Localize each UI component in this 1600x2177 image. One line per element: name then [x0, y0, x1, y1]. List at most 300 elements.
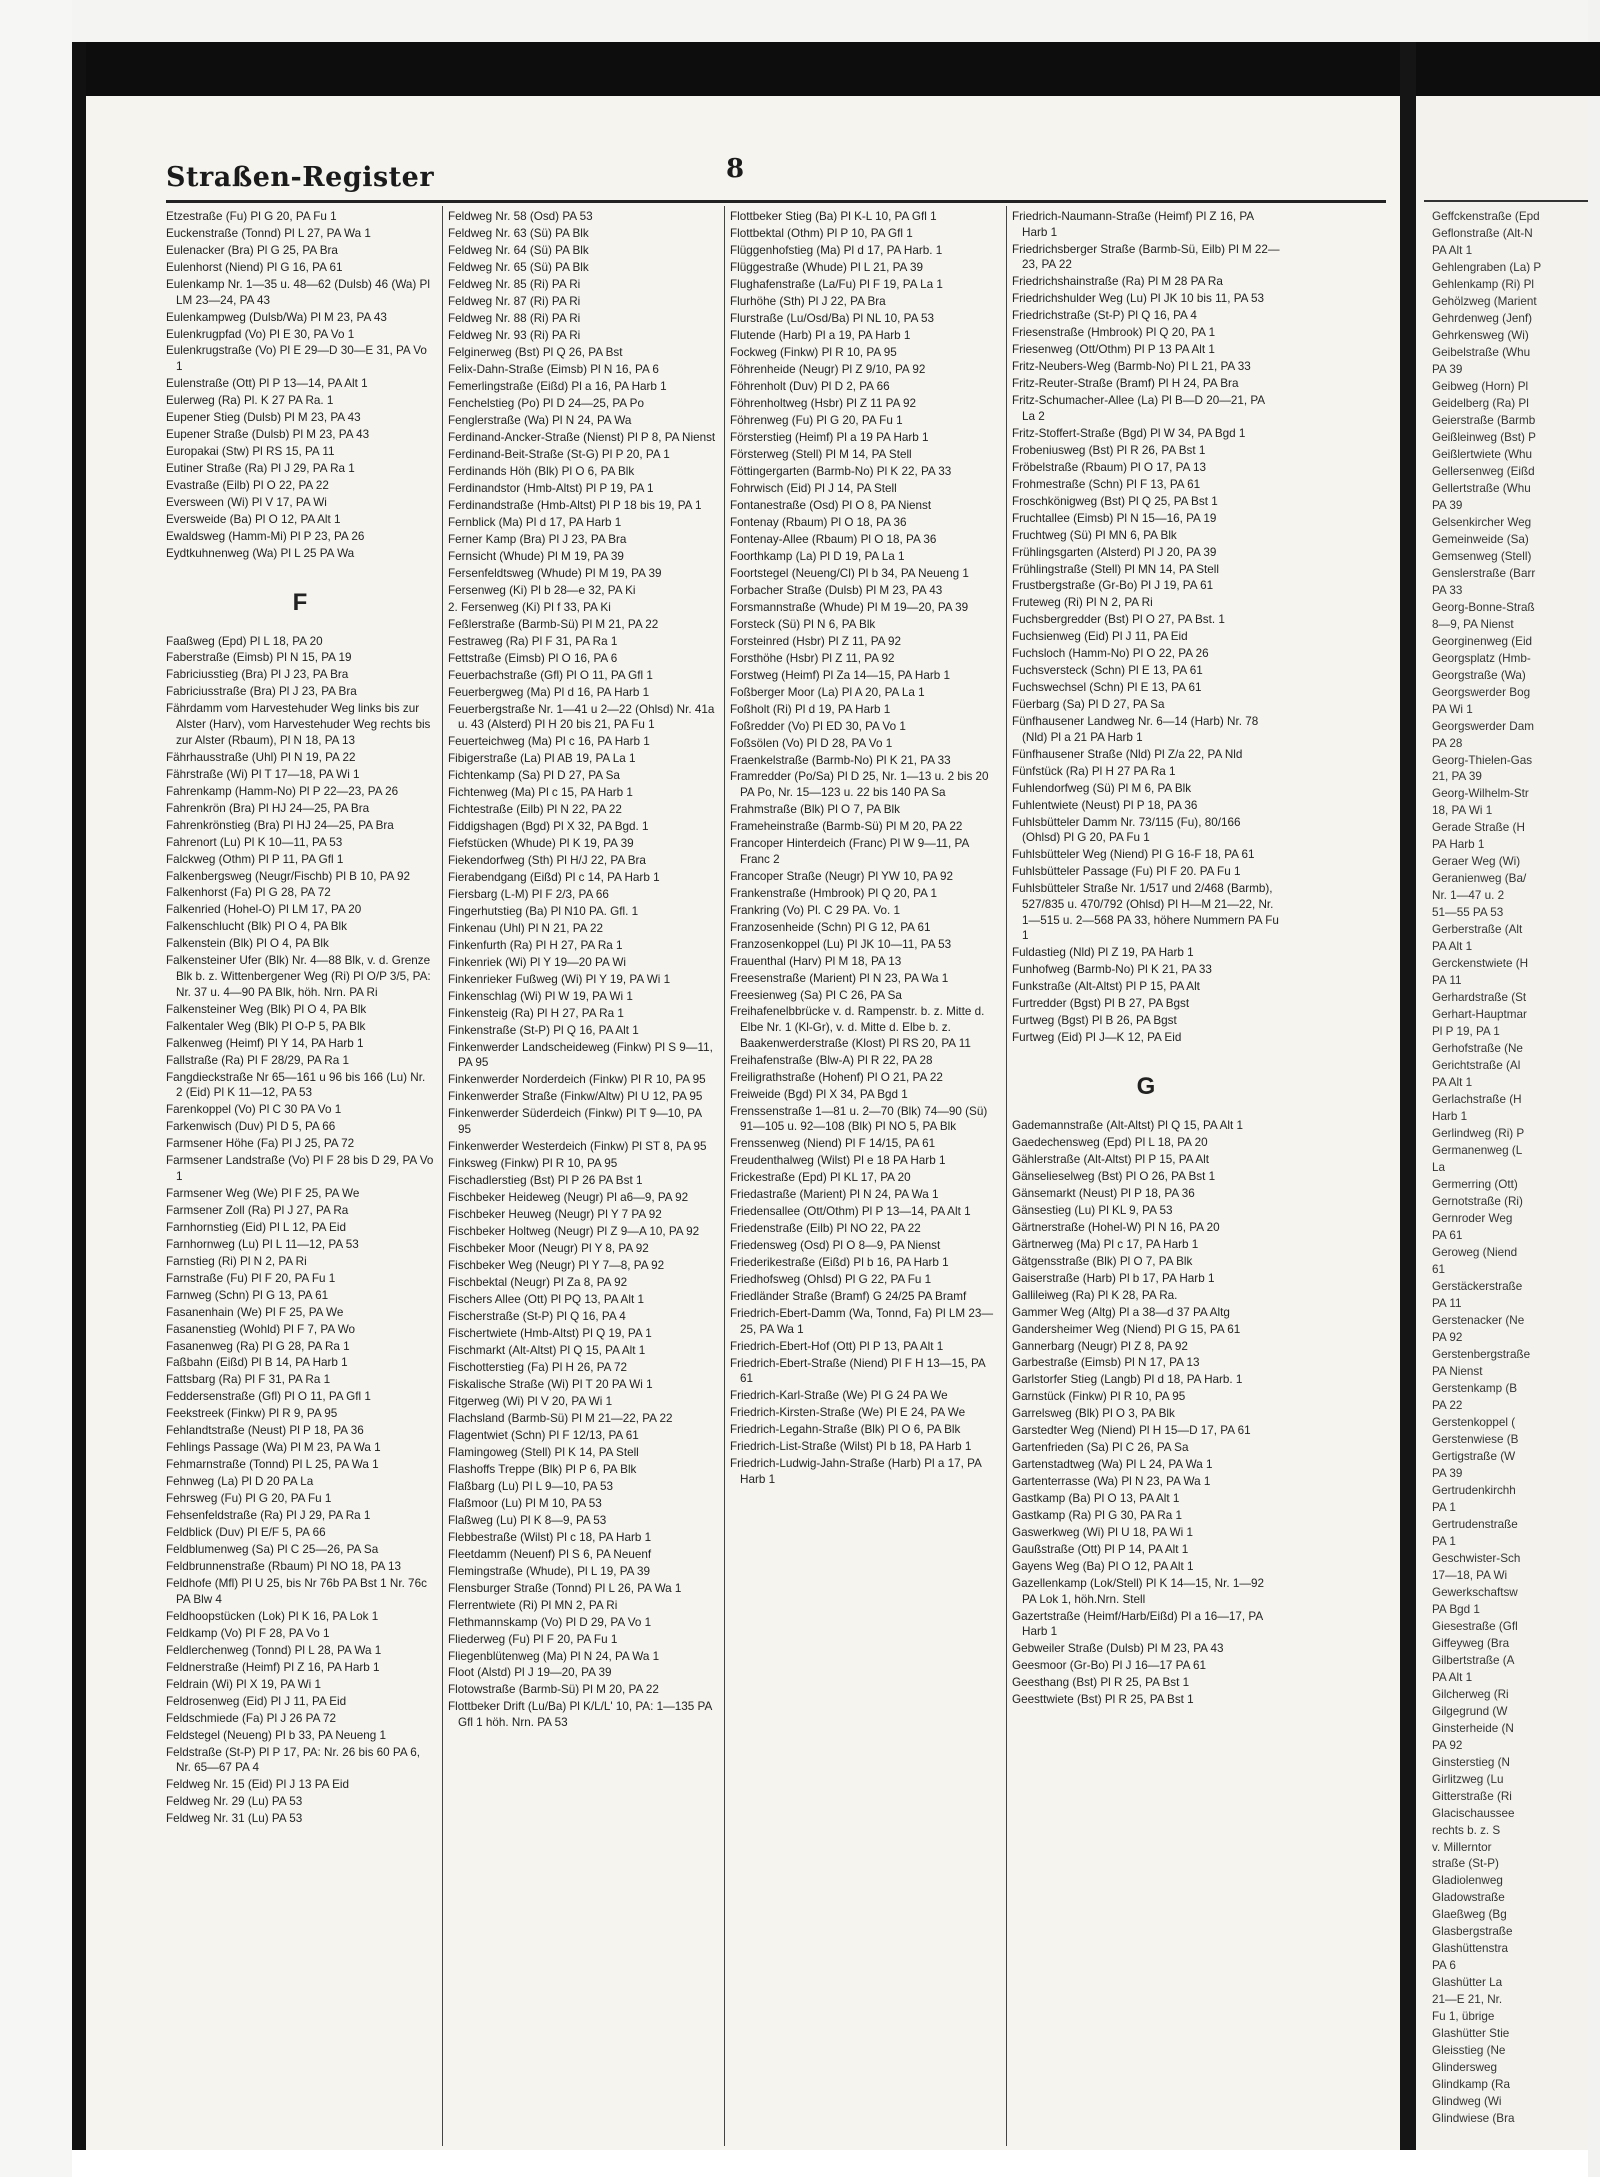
street-entry: Froschkönigweg (Bst) Pl Q 25, PA Bst 1: [1012, 494, 1218, 508]
street-entry: Fuchsloch (Hamm-No) Pl O 22, PA 26: [1012, 647, 1209, 661]
street-entry: Flashoffs Treppe (Blk) Pl P 6, PA Blk: [448, 1462, 637, 1476]
street-entry: Fraenkelstraße (Barmb-No) Pl K 21, PA 33: [730, 753, 951, 767]
section-letter: F: [292, 588, 308, 616]
street-entry: Eulenkampweg (Dulsb/Wa) Pl M 23, PA 43: [166, 310, 387, 324]
column-divider: [724, 206, 725, 2146]
street-entry: Flachsland (Barmb-Sü) Pl M 21—22, PA 22: [448, 1411, 673, 1425]
next-page-entry: Geibelstraße (Whu: [1432, 345, 1531, 359]
street-entry: Falkensteiner Weg (Blk) Pl O 4, PA Blk: [166, 1002, 367, 1016]
next-page-entry: Gellersenweg (Eißd: [1432, 464, 1535, 478]
street-entry: Gartenterrasse (Wa) Pl N 23, PA Wa 1: [1012, 1475, 1211, 1489]
street-entry: Fallstraße (Ra) Pl F 28/29, PA Ra 1: [166, 1053, 349, 1067]
street-entry: Finkenrieker Fußweg (Wi) Pl Y 19, PA Wi 1: [448, 972, 671, 986]
street-entry: Fischerstraße (St-P) Pl Q 16, PA 4: [448, 1309, 626, 1323]
street-entry: Fibigerstraße (La) Pl AB 19, PA La 1: [448, 752, 636, 766]
street-entry: Gänsemarkt (Neust) Pl P 18, PA 36: [1012, 1186, 1195, 1200]
page-gutter: [72, 42, 86, 2150]
street-entry: Friedensweg (Osd) Pl O 8—9, PA Nienst: [730, 1239, 941, 1253]
next-page-entry: 51—55 PA 53: [1432, 906, 1504, 920]
next-page-entry: Nr. 1—47 u. 2: [1432, 889, 1505, 903]
street-entry: Foorthkamp (La) Pl D 19, PA La 1: [730, 549, 905, 563]
street-entry: Feldnerstraße (Heimf) Pl Z 16, PA Harb 1: [166, 1660, 380, 1674]
next-page-entry: Geranienweg (Ba/: [1432, 872, 1527, 886]
street-entry: Feldweg Nr. 63 (Sü) PA Blk: [448, 226, 589, 240]
street-entry: Eulenkamp Nr. 1—35 u. 48—62 (Dulsb) 46 (Wa) Pl LM 23—24, PA 43: [166, 277, 430, 307]
street-entry: Fiefstücken (Whude) Pl K 19, PA 39: [448, 837, 634, 851]
street-entry: Flaßmoor (Lu) Pl M 10, PA 53: [448, 1496, 602, 1510]
street-entry: Festraweg (Ra) Pl F 31, PA Ra 1: [448, 634, 618, 648]
street-entry: Gademannstraße (Alt-Altst) Pl Q 15, PA Alt 1: [1012, 1118, 1244, 1132]
street-entry: Franzosenkoppel (Lu) Pl JK 10—11, PA 53: [730, 937, 952, 951]
street-entry: Friedrich-Ebert-Hof (Ott) Pl P 13, PA Alt 1: [730, 1339, 944, 1353]
street-entry: Fichtestraße (Eilb) Pl N 22, PA 22: [448, 803, 622, 817]
street-entry: Fenchelstieg (Po) Pl D 24—25, PA Po: [448, 396, 644, 410]
street-entry: Feuerbergweg (Ma) Pl d 16, PA Harb 1: [448, 685, 650, 699]
street-entry: Eulenkrugstraße (Vo) Pl E 29—D 30—E 31, PA Vo 1: [166, 344, 427, 374]
street-entry: Fischadlerstieg (Bst) Pl P 26 PA Bst 1: [448, 1173, 643, 1187]
street-entry: Garstedter Weg (Niend) Pl H 15—D 17, PA 61: [1012, 1424, 1251, 1438]
street-entry: Fuhlsbütteler Straße Nr. 1/517 und 2/468 (Barmb), 527/835 u. 470/792 (Ohlsd) Pl H—M 21—22, Nr. 1—515 u. 2—568 PA 33, höhere Nummern PA Fu 1: [1012, 882, 1279, 943]
street-entry: Forsteinred (Hsbr) Pl Z 11, PA 92: [730, 634, 902, 648]
next-page-entry: Georg-Wilhelm-Str: [1432, 787, 1529, 801]
street-entry: Frühlingsgarten (Alsterd) Pl J 20, PA 39: [1012, 545, 1217, 559]
street-entry: Faberstraße (Eimsb) Pl N 15, PA 19: [166, 651, 352, 665]
next-page-entry: Gerlachstraße (H: [1432, 1093, 1522, 1107]
street-entry: Fischbeker Heideweg (Neugr) Pl a6—9, PA 92: [448, 1190, 689, 1204]
next-page-entry: PA 92: [1432, 1330, 1463, 1344]
street-entry: Flaßbarg (Lu) Pl L 9—10, PA 53: [448, 1479, 614, 1493]
next-page-entry: PA 61: [1432, 1229, 1463, 1243]
street-entry: Fünfhausener Landweg Nr. 6—14 (Harb) Nr. 78 (Nld) Pl a 21 PA Harb 1: [1012, 715, 1259, 744]
street-entry: Gartenstadtweg (Wa) Pl L 24, PA Wa 1: [1012, 1458, 1213, 1472]
next-page-entry: Gehrdenweg (Jenf): [1432, 311, 1533, 325]
street-entry: Feldstraße (St-P) Pl P 17, PA: Nr. 26 bis 60 PA 6, Nr. 65—67 PA 4: [166, 1745, 420, 1775]
next-page-entry: 21—E 21, Nr.: [1432, 1993, 1503, 2007]
next-page-entry: Germanenweg (L: [1432, 1144, 1523, 1158]
street-entry: Feekstreek (Finkw) Pl R 9, PA 95: [166, 1407, 338, 1421]
street-entry: Finkenschlag (Wi) Pl W 19, PA Wi 1: [448, 989, 633, 1003]
street-entry: Friedrich-Karl-Straße (We) Pl G 24 PA We: [730, 1389, 948, 1403]
street-entry: Fliegenblütenweg (Ma) Pl N 24, PA Wa 1: [448, 1649, 660, 1663]
street-entry: Garlstorfer Stieg (Langb) Pl d 18, PA Harb. 1: [1012, 1373, 1243, 1387]
next-page-entry: Geflonstraße (Alt-N: [1432, 226, 1533, 240]
street-entry: Fritz-Schumacher-Allee (La) Pl B—D 20—21, PA La 2: [1012, 394, 1265, 423]
street-entry: Fehrsweg (Fu) Pl G 20, PA Fu 1: [166, 1492, 332, 1506]
street-entry: Frenssenstraße 1—81 u. 2—70 (Blk) 74—90 (Sü) 91—105 u. 92—108 (Blk) Pl NO 5, PA Blk: [730, 1104, 988, 1134]
street-entry: Fattsbarg (Ra) Pl F 31, PA Ra 1: [166, 1373, 331, 1387]
street-entry: Fernsicht (Whude) Pl M 19, PA 39: [448, 549, 624, 563]
street-entry: Flottbeker Drift (Lu/Ba) Pl K/L/L' 10, PA: 1—135 PA Gfl 1 höh. Nrn. PA 53: [448, 1700, 712, 1730]
street-entry: Gartenfrieden (Sa) Pl C 26, PA Sa: [1012, 1441, 1189, 1455]
street-entry: Geesmoor (Gr-Bo) Pl J 16—17 PA 61: [1012, 1659, 1207, 1673]
next-page-entry: Gerstenkamp (B: [1432, 1381, 1518, 1395]
street-entry: Fuldastieg (Nld) Pl Z 19, PA Harb 1: [1012, 946, 1194, 960]
street-entry: Gaußstraße (Ott) Pl P 14, PA Alt 1: [1012, 1543, 1189, 1557]
next-page-entry: Harb 1: [1432, 1110, 1468, 1124]
street-entry: Furtweg (Eid) Pl J—K 12, PA Eid: [1012, 1031, 1182, 1045]
street-entry: Feldlerchenweg (Tonnd) Pl L 28, PA Wa 1: [166, 1643, 382, 1657]
street-entry: Fischbeker Heuweg (Neugr) Pl Y 7 PA 92: [448, 1207, 662, 1221]
street-entry: Eutiner Straße (Ra) Pl J 29, PA Ra 1: [166, 461, 355, 475]
street-entry: Feldhoopstücken (Lok) Pl K 16, PA Lok 1: [166, 1609, 379, 1623]
street-entry: Fischbeker Holtweg (Neugr) Pl Z 9—A 10, PA 92: [448, 1224, 700, 1238]
street-entry: Friedrichsberger Straße (Barmb-Sü, Eilb) Pl M 22—23, PA 22: [1012, 242, 1280, 272]
next-page-entry: Geißleinweg (Bst) P: [1432, 430, 1536, 444]
next-page-entry: Pl P 19, PA 1: [1432, 1025, 1500, 1039]
street-entry: Foortstegel (Neueng/Cl) Pl b 34, PA Neueng 1: [730, 566, 969, 580]
next-page-entry: Gehölzweg (Marient: [1432, 294, 1537, 308]
street-entry: Friedrich-Naumann-Straße (Heimf) Pl Z 16, PA Harb 1: [1012, 210, 1254, 239]
street-entry: Fünfstück (Ra) Pl H 27 PA Ra 1: [1012, 764, 1176, 778]
next-page-entry: Gernroder Weg: [1432, 1212, 1513, 1226]
next-page-entry: rechts b. z. S: [1432, 1823, 1501, 1837]
next-page-entry: Girlitzweg (Lu: [1432, 1772, 1504, 1786]
street-entry: Fettstraße (Eimsb) Pl O 16, PA 6: [448, 651, 618, 665]
street-entry: Fasanenweg (Ra) Pl G 28, PA Ra 1: [166, 1339, 350, 1353]
street-entry: Föhrenholt (Duv) Pl D 2, PA 66: [730, 379, 890, 393]
street-entry: Farmsener Landstraße (Vo) Pl F 28 bis D 29, PA Vo 1: [166, 1154, 434, 1183]
street-entry: Flurstraße (Lu/Osd/Ba) Pl NL 10, PA 53: [730, 311, 934, 325]
next-page-entry: 17—18, PA Wi: [1432, 1568, 1508, 1582]
street-entry: Flughafenstraße (La/Fu) Pl F 19, PA La 1: [730, 277, 943, 291]
street-entry: Farmsener Weg (We) Pl F 25, PA We: [166, 1186, 360, 1200]
street-entry: Falkenried (Hohel-O) Pl LM 17, PA 20: [166, 903, 362, 917]
street-entry: Farnweg (Schn) Pl G 13, PA 61: [166, 1288, 329, 1302]
street-entry: Flotowstraße (Barmb-Sü) Pl M 20, PA 22: [448, 1683, 659, 1697]
street-entry: Finkenau (Uhl) Pl N 21, PA 22: [448, 921, 604, 935]
street-entry: Funhofweg (Barmb-No) Pl K 21, PA 33: [1012, 963, 1212, 977]
next-page-entry: Gehlenkamp (Ri) Pl: [1432, 277, 1534, 291]
street-entry: Gaiserstraße (Harb) Pl b 17, PA Harb 1: [1012, 1271, 1215, 1285]
street-entry: Friesenstraße (Hmbrook) Pl Q 20, PA 1: [1012, 326, 1216, 340]
street-entry: Etzestraße (Fu) Pl G 20, PA Fu 1: [166, 210, 337, 223]
street-entry: Feldkamp (Vo) Pl F 28, PA Vo 1: [166, 1626, 330, 1640]
street-entry: Geesttwiete (Bst) Pl R 25, PA Bst 1: [1012, 1693, 1194, 1707]
street-entry: Föhrenweg (Fu) Pl G 20, PA Fu 1: [730, 413, 903, 427]
street-entry: Falkensteiner Ufer (Blk) Nr. 4—88 Blk, v. d. Grenze Blk b. z. Wittenbergener Weg (Ri) Pl O/P 3/5, PA: Nr. 37 u. 4—90 PA Blk, höh. Nrn. PA Ri: [166, 954, 431, 999]
street-entry: Fröbelstraße (Rbaum) Pl O 17, PA 13: [1012, 460, 1207, 474]
street-entry: Flüggestraße (Whude) Pl L 21, PA 39: [730, 260, 923, 274]
street-entry: Farmsener Höhe (Fa) Pl J 25, PA 72: [166, 1137, 355, 1151]
street-entry: Gallileiweg (Ra) Pl K 28, PA Ra.: [1012, 1288, 1178, 1302]
next-page-entry: Georgsplatz (Hmb-: [1432, 651, 1531, 665]
next-page-entry: Glashütter La: [1432, 1976, 1503, 1990]
street-entry: Friedrich-Ludwig-Jahn-Straße (Harb) Pl a 17, PA Harb 1: [730, 1457, 982, 1486]
street-entry: Finksweg (Finkw) Pl R 10, PA 95: [448, 1156, 618, 1170]
street-entry: Friedrich-Ebert-Damm (Wa, Tonnd, Fa) Pl LM 23—25, PA Wa 1: [730, 1307, 994, 1336]
street-entry: Farmsener Zoll (Ra) Pl J 27, PA Ra: [166, 1203, 349, 1217]
street-entry: Geesthang (Bst) Pl R 25, PA Bst 1: [1012, 1676, 1190, 1690]
scan-left-margin: [0, 0, 72, 2177]
street-entry: Eulenacker (Bra) Pl G 25, PA Bra: [166, 243, 338, 257]
street-entry: Gärtnerstraße (Hohel-W) Pl N 16, PA 20: [1012, 1220, 1220, 1234]
next-page-entry: Gleisstieg (Ne: [1432, 2044, 1506, 2058]
next-page-entry: Gladiolenweg: [1432, 1874, 1503, 1888]
street-entry: Flüggenhofstieg (Ma) Pl d 17, PA Harb. 1: [730, 243, 943, 257]
street-entry: Friedrichshainstraße (Ra) Pl M 28 PA Ra: [1012, 275, 1223, 289]
street-entry: Falkenbergsweg (Neugr/Fischb) Pl B 10, PA 92: [166, 869, 411, 883]
next-page-fragment: [1416, 96, 1588, 2150]
next-page-entry: Genslerstraße (Barr: [1432, 566, 1536, 580]
street-entry: Freesienweg (Sa) Pl C 26, PA Sa: [730, 988, 902, 1002]
next-page-entry: La: [1432, 1161, 1446, 1175]
next-page-entry: PA Alt 1: [1432, 1670, 1473, 1684]
next-page-entry: Gertrudenstraße: [1432, 1517, 1518, 1531]
page-number: 8: [726, 154, 745, 184]
street-entry: Eupener Stieg (Dulsb) Pl M 23, PA 43: [166, 411, 361, 425]
next-page-column: [1432, 209, 1588, 2149]
next-page-entry: Gewerkschaftsw: [1432, 1585, 1518, 1599]
street-entry: Farkenwisch (Duv) Pl D 5, PA 66: [166, 1120, 336, 1134]
street-entry: Frohmestraße (Schn) Pl F 13, PA 61: [1012, 477, 1201, 491]
next-page-entry: Glindkamp (Ra: [1432, 2078, 1510, 2092]
next-page-entry: Gerhart-Hauptmar: [1432, 1008, 1527, 1022]
street-entry: Freesenstraße (Marient) Pl N 23, PA Wa 1: [730, 971, 949, 985]
street-entry: Gärtnerweg (Ma) Pl c 17, PA Harb 1: [1012, 1237, 1199, 1251]
next-page-entry: PA 39: [1432, 498, 1463, 512]
next-page-entry: Glindwiese (Bra: [1432, 2112, 1515, 2126]
next-page-entry: PA 22: [1432, 1398, 1463, 1412]
street-entry: Ferdinandstor (Hmb-Altst) Pl P 19, PA 1: [448, 481, 654, 495]
street-entry: Feldschmiede (Fa) Pl J 26 PA 72: [166, 1711, 336, 1725]
street-entry: Frobeniusweg (Bst) Pl R 26, PA Bst 1: [1012, 443, 1206, 457]
next-page-entry: Gehlengraben (La) P: [1432, 260, 1542, 274]
next-page-entry: PA 11: [1432, 974, 1462, 988]
next-page-entry: Geidelberg (Ra) Pl: [1432, 396, 1529, 410]
street-entry: Frankring (Vo) Pl. C 29 PA. Vo. 1: [730, 903, 900, 917]
next-page-entry: Gerstenbergstraße: [1432, 1347, 1531, 1361]
section-letter: G: [1136, 1072, 1156, 1100]
street-entry: Frickestraße (Epd) Pl KL 17, PA 20: [730, 1171, 911, 1185]
next-page-entry: Fu 1, übrige: [1432, 2010, 1495, 2024]
next-page-entry: PA 1: [1432, 1500, 1456, 1514]
street-entry: Ferdinand-Ancker-Straße (Nienst) Pl P 8, PA Nienst: [448, 430, 716, 444]
street-entry: Falckweg (Othm) Pl P 11, PA Gfl 1: [166, 852, 344, 866]
next-page-entry: Gilbertstraße (A: [1432, 1653, 1515, 1667]
next-page-entry: PA 39: [1432, 1466, 1463, 1480]
street-entry: Frameheinstraße (Barmb-Sü) Pl M 20, PA 22: [730, 820, 963, 834]
street-entry: Fischotterstieg (Fa) Pl H 26, PA 72: [448, 1360, 628, 1374]
street-entry: Eulerweg (Ra) Pl. K 27 PA Ra. 1: [166, 394, 334, 408]
street-entry: Fiersbarg (L-M) Pl F 2/3, PA 66: [448, 887, 609, 901]
next-page-entry: Germerring (Ott): [1432, 1178, 1518, 1192]
street-entry: Falkenhorst (Fa) Pl G 28, PA 72: [166, 886, 331, 900]
register-column-2: [448, 209, 716, 2149]
street-entry: Fahrenkamp (Hamm-No) Pl P 22—23, PA 26: [166, 784, 399, 798]
street-entry: Friedländer Straße (Bramf) G 24/25 PA Bramf: [730, 1290, 967, 1304]
street-entry: Fährstraße (Wi) Pl T 17—18, PA Wi 1: [166, 767, 360, 781]
street-entry: Fuchsienweg (Eid) Pl J 11, PA Eid: [1012, 630, 1188, 644]
next-page-entry: Glindweg (Wi: [1432, 2095, 1502, 2109]
next-page-entry: Geraer Weg (Wi): [1432, 855, 1521, 869]
street-entry: Fiekendorfweg (Sth) Pl H/J 22, PA Bra: [448, 854, 646, 868]
street-entry: Falkenstein (Blk) Pl O 4, PA Blk: [166, 937, 329, 951]
street-entry: Feldblumenweg (Sa) Pl C 25—26, PA Sa: [166, 1543, 379, 1557]
street-entry: Friedensallee (Ott/Othm) Pl P 13—14, PA Alt 1: [730, 1205, 971, 1219]
next-page-entry: 18, PA Wi 1: [1432, 804, 1493, 818]
street-entry: Freudenthalweg (Wilst) Pl e 18 PA Harb 1: [730, 1154, 946, 1168]
next-page-entry: PA 28: [1432, 736, 1463, 750]
street-entry: Feldstegel (Neueng) Pl b 33, PA Neueng 1: [166, 1728, 387, 1742]
street-entry: Fierabendgang (Eißd) Pl c 14, PA Harb 1: [448, 871, 660, 884]
street-entry: Felix-Dahn-Straße (Eimsb) Pl N 16, PA 6: [448, 362, 659, 376]
next-page-entry: Giffeyweg (Bra: [1432, 1636, 1510, 1650]
next-page-entry: PA 6: [1432, 1959, 1456, 1973]
street-entry: Fenglerstraße (Wa) Pl N 24, PA Wa: [448, 413, 632, 427]
next-page-entry: Gilgegrund (W: [1432, 1704, 1508, 1718]
street-entry: Furtredder (Bgst) Pl B 27, PA Bgst: [1012, 997, 1190, 1011]
street-entry: Farnstieg (Ri) Pl N 2, PA Ri: [166, 1254, 307, 1268]
street-entry: Fontenay (Rbaum) Pl O 18, PA 36: [730, 515, 907, 529]
next-page-entry: Ginsterstieg (N: [1432, 1755, 1510, 1769]
street-entry: Farnstraße (Fu) Pl F 20, PA Fu 1: [166, 1271, 336, 1285]
street-entry: Ewaldsweg (Hamm-Mi) Pl P 23, PA 26: [166, 529, 365, 543]
street-entry: Fehnweg (La) Pl D 20 PA La: [166, 1475, 314, 1489]
street-entry: Garnstück (Finkw) Pl R 10, PA 95: [1012, 1390, 1186, 1404]
street-entry: Feldweg Nr. 87 (Ri) PA Ri: [448, 294, 581, 308]
street-entry: Gaedechensweg (Epd) Pl L 18, PA 20: [1012, 1135, 1208, 1149]
street-entry: Fahrenkrönstieg (Bra) Pl HJ 24—25, PA Bra: [166, 818, 394, 832]
street-entry: Fliederweg (Fu) Pl F 20, PA Fu 1: [448, 1632, 618, 1646]
next-page-entry: Glashütter Stie: [1432, 2027, 1510, 2041]
street-entry: Furtweg (Bgst) Pl B 26, PA Bgst: [1012, 1014, 1177, 1028]
street-entry: Finkenfurth (Ra) Pl H 27, PA Ra 1: [448, 938, 623, 952]
next-page-entry: PA 39: [1432, 362, 1463, 376]
street-entry: Feldrain (Wi) Pl X 19, PA Wi 1: [166, 1677, 322, 1691]
street-entry: Eydtkuhnenweg (Wa) Pl L 25 PA Wa: [166, 546, 355, 560]
street-entry: Feldweg Nr. 88 (Ri) PA Ri: [448, 311, 581, 325]
street-entry: Fangdieckstraße Nr 65—161 u 96 bis 166 (Lu) Nr. 2 (Eid) Pl K 11—12, PA 53: [166, 1070, 426, 1100]
street-entry: Finkenwerder Süderdeich (Finkw) Pl T 9—10, PA 95: [448, 1107, 702, 1136]
street-entry: Feldrosenweg (Eid) Pl J 11, PA Eid: [166, 1694, 347, 1708]
next-page-entry: Gerberstraße (Alt: [1432, 923, 1523, 937]
street-entry: Foßholt (Ri) Pl d 19, PA Harb 1: [730, 702, 891, 716]
street-entry: Forsthöhe (Hsbr) Pl Z 11, PA 92: [730, 651, 895, 665]
binder-band: [72, 42, 1600, 96]
page-title: Straßen-Register: [166, 162, 435, 193]
street-entry: Fernblick (Ma) Pl d 17, PA Harb 1: [448, 515, 622, 529]
street-entry: Feldhofe (Mfl) Pl U 25, bis Nr 76b PA Bst 1 Nr. 76c PA Blw 4: [166, 1577, 427, 1606]
street-entry: Fehlandtstraße (Neust) Pl P 18, PA 36: [166, 1424, 364, 1438]
street-entry: Fingerhutstieg (Ba) Pl N10 PA. Gfl. 1: [448, 904, 639, 918]
street-entry: Fitgerweg (Wi) Pl V 20, PA Wi 1: [448, 1394, 613, 1408]
next-page-entry: Gertigstraße (W: [1432, 1449, 1516, 1463]
street-entry: Föhrenholtweg (Hsbr) Pl Z 11 PA 92: [730, 396, 916, 410]
next-page-entry: Glasbergstraße: [1432, 1925, 1513, 1939]
next-page-entry: PA Alt 1: [1432, 940, 1473, 954]
next-page-entry: Geibweg (Horn) Pl: [1432, 379, 1529, 393]
next-page-entry: Glacischaussee: [1432, 1806, 1515, 1820]
street-entry: Fohrwisch (Eid) Pl J 14, PA Stell: [730, 481, 897, 495]
street-entry: Farnhornstieg (Eid) Pl L 12, PA Eid: [166, 1220, 346, 1234]
street-entry: Fuhlsbütteler Weg (Niend) Pl G 16-F 18, PA 61: [1012, 848, 1255, 862]
street-entry: Foßredder (Vo) Pl ED 30, PA Vo 1: [730, 719, 906, 733]
column-divider: [442, 206, 443, 2146]
street-entry: Forsmannstraße (Whude) Pl M 19—20, PA 39: [730, 600, 969, 614]
street-entry: Freihafenelbbrücke v. d. Rampenstr. b. z. Mitte d. Elbe Nr. 1 (Kl-Gr), v. d. Mitte d. Elbe b. z. Baakenwerderstraße (Klost) Pl RS 20, PA 11: [730, 1005, 985, 1050]
next-page-entry: PA Nienst: [1432, 1364, 1483, 1378]
street-entry: Francoper Straße (Neugr) Pl YW 10, PA 92: [730, 869, 954, 883]
next-page-entry: Gellertstraße (Whu: [1432, 481, 1531, 495]
street-entry: Feldweg Nr. 65 (Sü) PA Blk: [448, 260, 589, 274]
next-page-entry: PA Alt 1: [1432, 1076, 1473, 1090]
street-entry: Framredder (Po/Sa) Pl D 25, Nr. 1—13 u. 2 bis 20 PA Po, Nr. 15—123 u. 22 bis 140 PA Sa: [730, 770, 989, 800]
street-entry: Fuhlsbütteler Damm Nr. 73/115 (Fu), 80/166 (Ohlsd) Pl G 20, PA Fu 1: [1012, 815, 1241, 845]
next-page-entry: Gerstenwiese (B: [1432, 1432, 1519, 1446]
street-entry: Feldweg Nr. 58 (Osd) PA 53: [448, 210, 593, 223]
street-entry: Faßbahn (Eißd) Pl B 14, PA Harb 1: [166, 1356, 348, 1370]
street-entry: Finkenstraße (St-P) Pl Q 16, PA Alt 1: [448, 1023, 639, 1037]
next-page-entry: Geißlertwiete (Whu: [1432, 447, 1533, 461]
street-entry: Friedastraße (Marient) Pl N 24, PA Wa 1: [730, 1188, 939, 1202]
street-entry: Fahrenkrön (Bra) Pl HJ 24—25, PA Bra: [166, 801, 370, 815]
street-entry: Fünfhausener Straße (Nld) Pl Z/a 22, PA Nld: [1012, 747, 1243, 761]
street-entry: Fiskalische Straße (Wi) Pl T 20 PA Wi 1: [448, 1377, 653, 1391]
street-entry: Eupener Straße (Dulsb) Pl M 23, PA 43: [166, 428, 370, 442]
street-entry: Freiligrathstraße (Hohenf) Pl O 21, PA 22: [730, 1070, 943, 1084]
street-entry: Friedrich-Ebert-Straße (Niend) Pl F H 13—15, PA 61: [730, 1356, 986, 1386]
next-page-entry: Gerstenkoppel (: [1432, 1415, 1516, 1429]
next-page-entry: Gerhardstraße (St: [1432, 991, 1527, 1005]
street-entry: Fuhlendorfweg (Sü) Pl M 6, PA Blk: [1012, 781, 1192, 795]
street-entry: Ferdinandstraße (Hmb-Altst) Pl P 18 bis 19, PA 1: [448, 498, 702, 512]
street-entry: Gaswerkweg (Wi) Pl U 18, PA Wi 1: [1012, 1526, 1193, 1540]
street-entry: Füerbarg (Sa) Pl D 27, PA Sa: [1012, 698, 1165, 712]
street-entry: Fehmarnstraße (Tonnd) Pl L 25, PA Wa 1: [166, 1458, 379, 1472]
book-spine: [1400, 42, 1416, 2150]
street-entry: Feßlerstraße (Barmb-Sü) Pl M 21, PA 22: [448, 617, 659, 631]
register-column-4: [1012, 209, 1280, 2149]
next-page-entry: PA 1: [1432, 1534, 1456, 1548]
street-entry: Fichtenweg (Ma) Pl c 15, PA Harb 1: [448, 786, 633, 800]
street-entry: Feldweg Nr. 85 (Ri) PA Ri: [448, 277, 581, 291]
next-page-entry: Georg-Bonne-Straß: [1432, 600, 1535, 614]
street-entry: Feldbrunnenstraße (Rbaum) Pl NO 18, PA 13: [166, 1560, 401, 1574]
street-entry: Finkenriek (Wi) Pl Y 19—20 PA Wi: [448, 955, 626, 969]
street-entry: Freihafenstraße (Blw-A) Pl R 22, PA 28: [730, 1053, 933, 1067]
street-entry: Gebweiler Straße (Dulsb) Pl M 23, PA 43: [1012, 1642, 1224, 1656]
street-entry: Föttingergarten (Barmb-No) Pl K 22, PA 33: [730, 464, 952, 478]
street-entry: Flensburger Straße (Tonnd) Pl L 26, PA Wa 1: [448, 1581, 682, 1595]
street-entry: Fehsenfeldstraße (Ra) Pl J 29, PA Ra 1: [166, 1509, 371, 1523]
next-page-entry: Georgswerder Dam: [1432, 719, 1534, 733]
street-entry: Fischers Allee (Ott) Pl PQ 13, PA Alt 1: [448, 1292, 644, 1306]
street-entry: Friedenstraße (Eilb) Pl NO 22, PA 22: [730, 1222, 921, 1236]
register-column-1: [166, 209, 434, 2149]
street-entry: Fahrenort (Lu) Pl K 10—11, PA 53: [166, 835, 343, 849]
next-page-entry: Gerstenacker (Ne: [1432, 1313, 1525, 1327]
street-entry: Fischbeker Weg (Neugr) Pl Y 7—8, PA 92: [448, 1258, 665, 1272]
street-entry: Feuerbachstraße (Gfl) Pl O 11, PA Gfl 1: [448, 668, 653, 682]
street-entry: Flamingoweg (Stell) Pl K 14, PA Stell: [448, 1445, 639, 1459]
street-entry: Frauenthal (Harv) Pl M 18, PA 13: [730, 954, 902, 968]
street-entry: Francoper Hinterdeich (Franc) Pl W 9—11, PA Franc 2: [730, 837, 969, 866]
street-entry: Ferdinand-Beit-Straße (St-G) Pl P 20, PA 1: [448, 447, 670, 461]
street-entry: Feldweg Nr. 29 (Lu) PA 53: [166, 1795, 303, 1809]
street-entry: Finkenwerder Norderdeich (Finkw) Pl R 10, PA 95: [448, 1073, 706, 1087]
next-page-entry: Georg-Thielen-Gas: [1432, 753, 1533, 767]
next-page-entry: Geierstraße (Barmb: [1432, 413, 1536, 427]
next-page-entry: PA Bgd 1: [1432, 1602, 1480, 1616]
street-entry: Fichtenkamp (Sa) Pl D 27, PA Sa: [448, 769, 620, 783]
next-page-entry: Gerade Straße (H: [1432, 821, 1525, 835]
street-entry: Feuerteichweg (Ma) Pl c 16, PA Harb 1: [448, 735, 650, 749]
street-entry: Faaßweg (Epd) Pl L 18, PA 20: [166, 634, 323, 648]
street-entry: Eulenhorst (Niend) Pl G 16, PA 61: [166, 260, 343, 274]
header-rule: [166, 200, 1386, 203]
next-page-entry: PA 33: [1432, 583, 1463, 597]
street-entry: Flottbektal (Othm) Pl P 10, PA Gfl 1: [730, 226, 913, 240]
